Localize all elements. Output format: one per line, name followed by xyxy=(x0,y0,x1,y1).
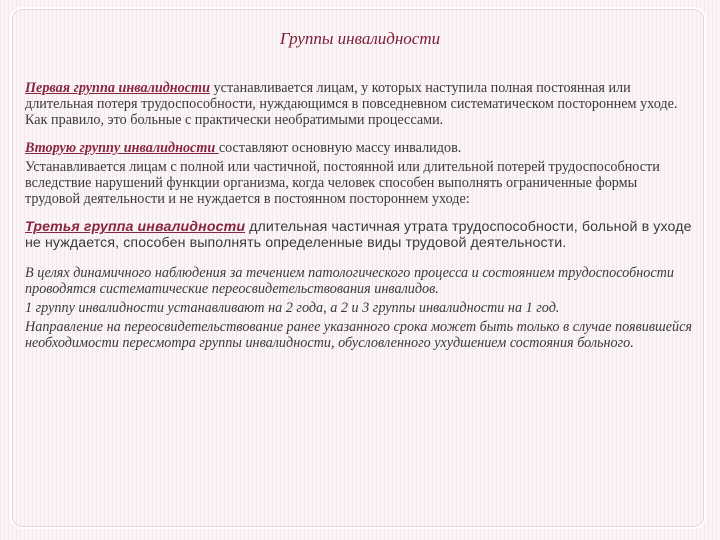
paragraph-first-group xyxy=(25,80,695,128)
paragraph-early-referral: Направление на переосвидетельствование ранее указанного срока может быть только в случае появившейся необходимости пересмотра группы инвалидности, обусловленного ухудшением состояния больного. xyxy=(25,319,693,351)
second-group-text: составляют основную массу инвалидов. xyxy=(218,140,462,156)
paragraph-second-group-details: Устанавливается лицам с полной или частичной, постоянной или длительной потерей трудоспособности вследствие нарушений функции организма, когда человек способен выполнять ограниченные формы трудовой деятельности и не нуждается в постоянном постороннем уходе: xyxy=(25,159,660,207)
paragraph-terms: 1 группу инвалидности устанавливают на 2 года, а 2 и 3 группы инвалидности на 1 год. xyxy=(25,300,560,316)
first-group-text: устанавливается лицам, у которых наступила полная постоянная или длительная потеря трудоспособности, нуждающимся в повседневном систематическом постороннем уходе. Как правило, это больные с практически необратимыми процессами. xyxy=(25,80,678,128)
slide-body xyxy=(25,80,695,351)
page-title: Группы инвалидности xyxy=(279,29,441,48)
paragraph-second-group xyxy=(25,140,695,156)
third-group-heading: Третья группа инвалидности xyxy=(25,219,246,235)
paragraph-third-group xyxy=(25,219,695,251)
second-group-heading: Вторую группу инвалидности xyxy=(25,140,219,156)
paragraph-reexamination: В целях динамичного наблюдения за течением патологического процесса и состоянием трудоспособности проводятся систематические переосвидетельствования инвалидов. xyxy=(25,265,674,297)
first-group-heading: Первая группа инвалидности xyxy=(25,80,210,96)
third-group-text: длительная частичная утрата трудоспособности, больной в уходе не нуждается, способен выполнять определенные виды трудовой деятельности. xyxy=(25,219,692,251)
